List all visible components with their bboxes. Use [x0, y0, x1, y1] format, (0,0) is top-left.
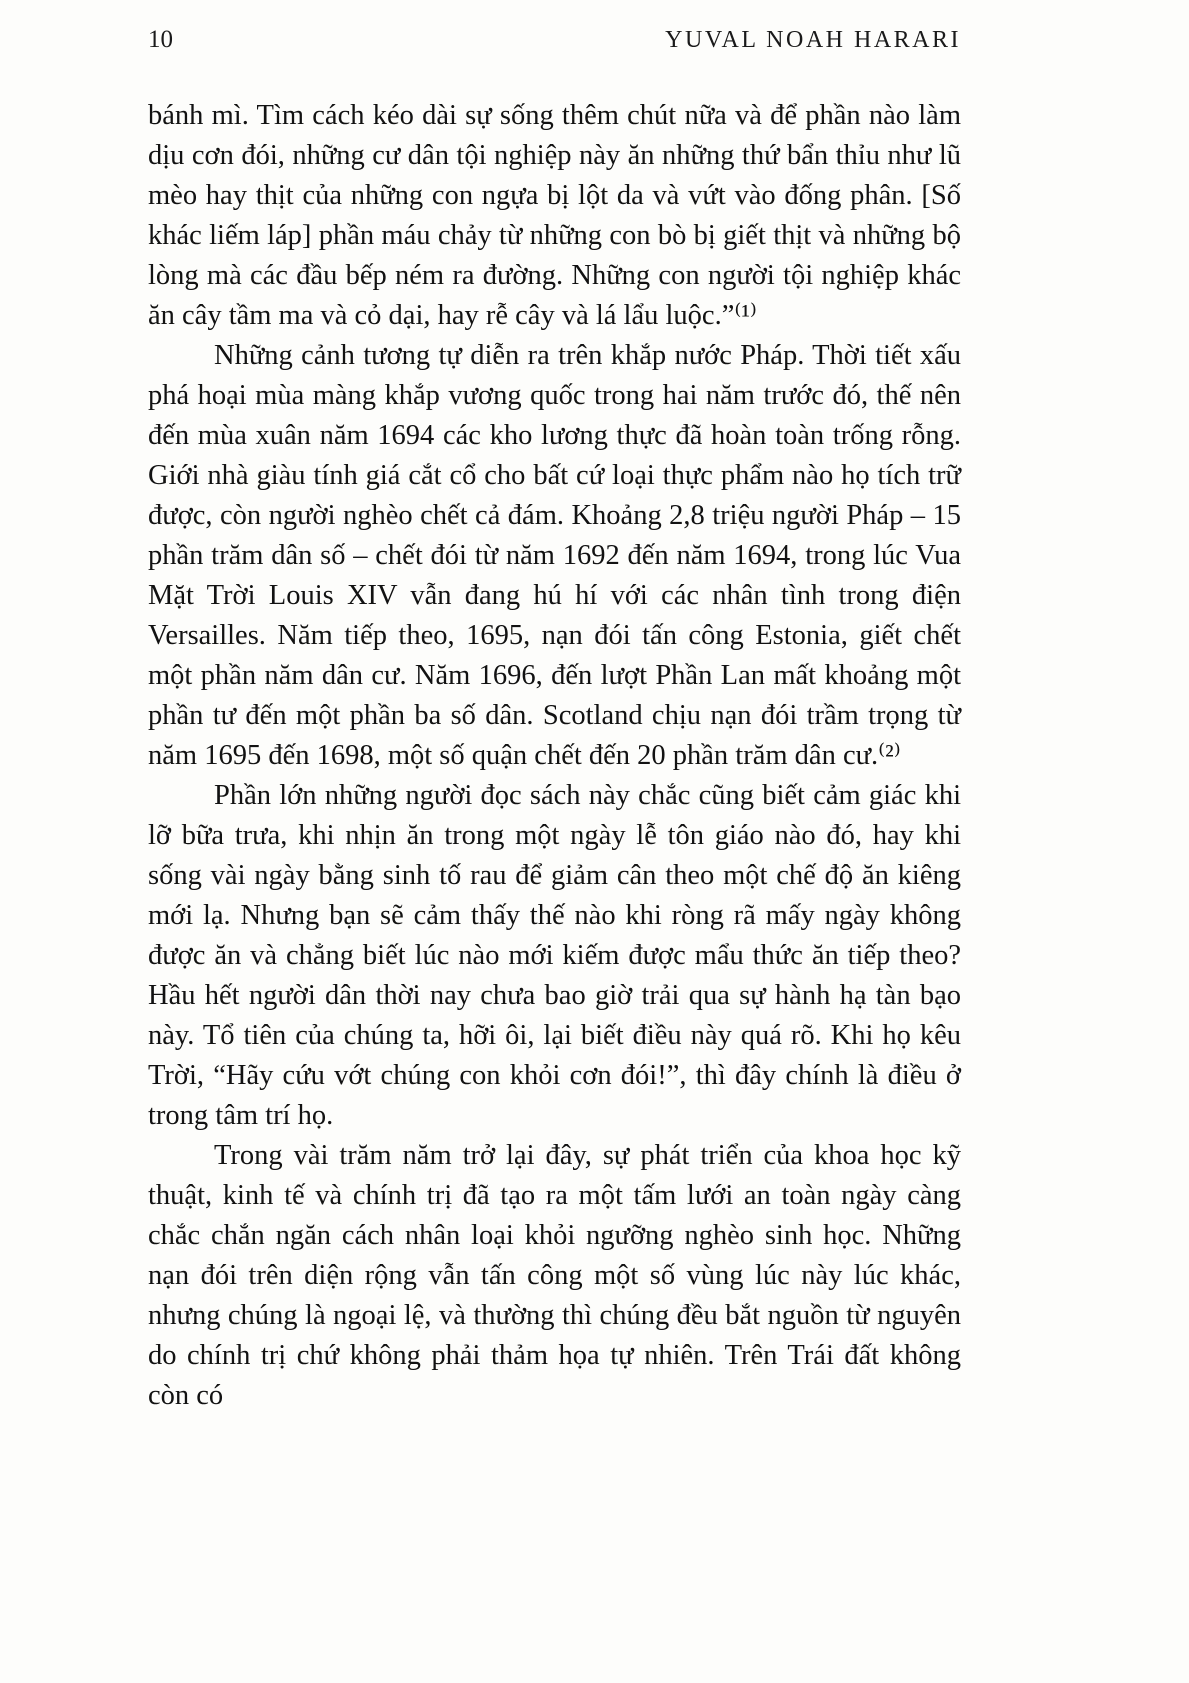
- paragraph: bánh mì. Tìm cách kéo dài sự sống thêm chút nữa và để phần nào làm dịu cơn đói, những cư dân tội nghiệp này ăn những thứ bẩn thỉu như lũ mèo hay thịt của những con ngựa bị lột da và vứt vào đống phân. [Số khác liếm láp] phần máu chảy từ những con bò bị giết thịt và những bộ lòng mà các đầu bếp ném ra đường. Những con người tội nghiệp khác ăn cây tầm ma và cỏ dại, hay rễ cây và lá lẩu luộc.”⁽¹⁾: [148, 100, 961, 331]
- page-body: [148, 96, 961, 1416]
- paragraph: Trong vài trăm năm trở lại đây, sự phát triển của khoa học kỹ thuật, kinh tế và chính trị đã tạo ra một tấm lưới an toàn ngày càng chắc chắn ngăn cách nhân loại khỏi ngưỡng nghèo sinh học. Những nạn đói trên diện rộng vẫn tấn công một số vùng lúc này lúc khác, nhưng chúng là ngoại lệ, và thường thì chúng đều bắt nguồn từ nguyên do chính trị chứ không phải thảm họa tự nhiên. Trên Trái đất không còn có: [148, 1140, 961, 1411]
- running-header-author: YUVAL NOAH HARARI: [665, 27, 961, 53]
- page-header: [148, 26, 961, 54]
- paragraph: Những cảnh tương tự diễn ra trên khắp nước Pháp. Thời tiết xấu phá hoại mùa màng khắp vương quốc trong hai năm trước đó, thế nên đến mùa xuân năm 1694 các kho lương thực đã hoàn toàn trống rỗng. Giới nhà giàu tính giá cắt cổ cho bất cứ loại thực phẩm nào họ tích trữ được, còn người nghèo chết cả đám. Khoảng 2,8 triệu người Pháp – 15 phần trăm dân số – chết đói từ năm 1692 đến năm 1694, trong lúc Vua Mặt Trời Louis XIV vẫn đang hú hí với các nhân tình trong điện Versailles. Năm tiếp theo, 1695, nạn đói tấn công Estonia, giết chết một phần năm dân cư. Năm 1696, đến lượt Phần Lan mất khoảng một phần tư đến một phần ba số dân. Scotland chịu nạn đói trầm trọng từ năm 1695 đến 1698, một số quận chết đến 20 phần trăm dân cư.⁽²⁾: [148, 340, 961, 771]
- paragraph: Phần lớn những người đọc sách này chắc cũng biết cảm giác khi lỡ bữa trưa, khi nhịn ăn trong một ngày lễ tôn giáo nào đó, hay khi sống vài ngày bằng sinh tố rau để giảm cân theo một chế độ ăn kiêng mới lạ. Nhưng bạn sẽ cảm thấy thế nào khi ròng rã mấy ngày không được ăn và chẳng biết lúc nào mới kiếm được mẩu thức ăn tiếp theo? Hầu hết người dân thời nay chưa bao giờ trải qua sự hành hạ tàn bạo này. Tổ tiên của chúng ta, hỡi ôi, lại biết điều này quá rõ. Khi họ kêu Trời, “Hãy cứu vớt chúng con khỏi cơn đói!”, thì đây chính là điều ở trong tâm trí họ.: [148, 780, 961, 1131]
- page-number: 10: [148, 26, 173, 53]
